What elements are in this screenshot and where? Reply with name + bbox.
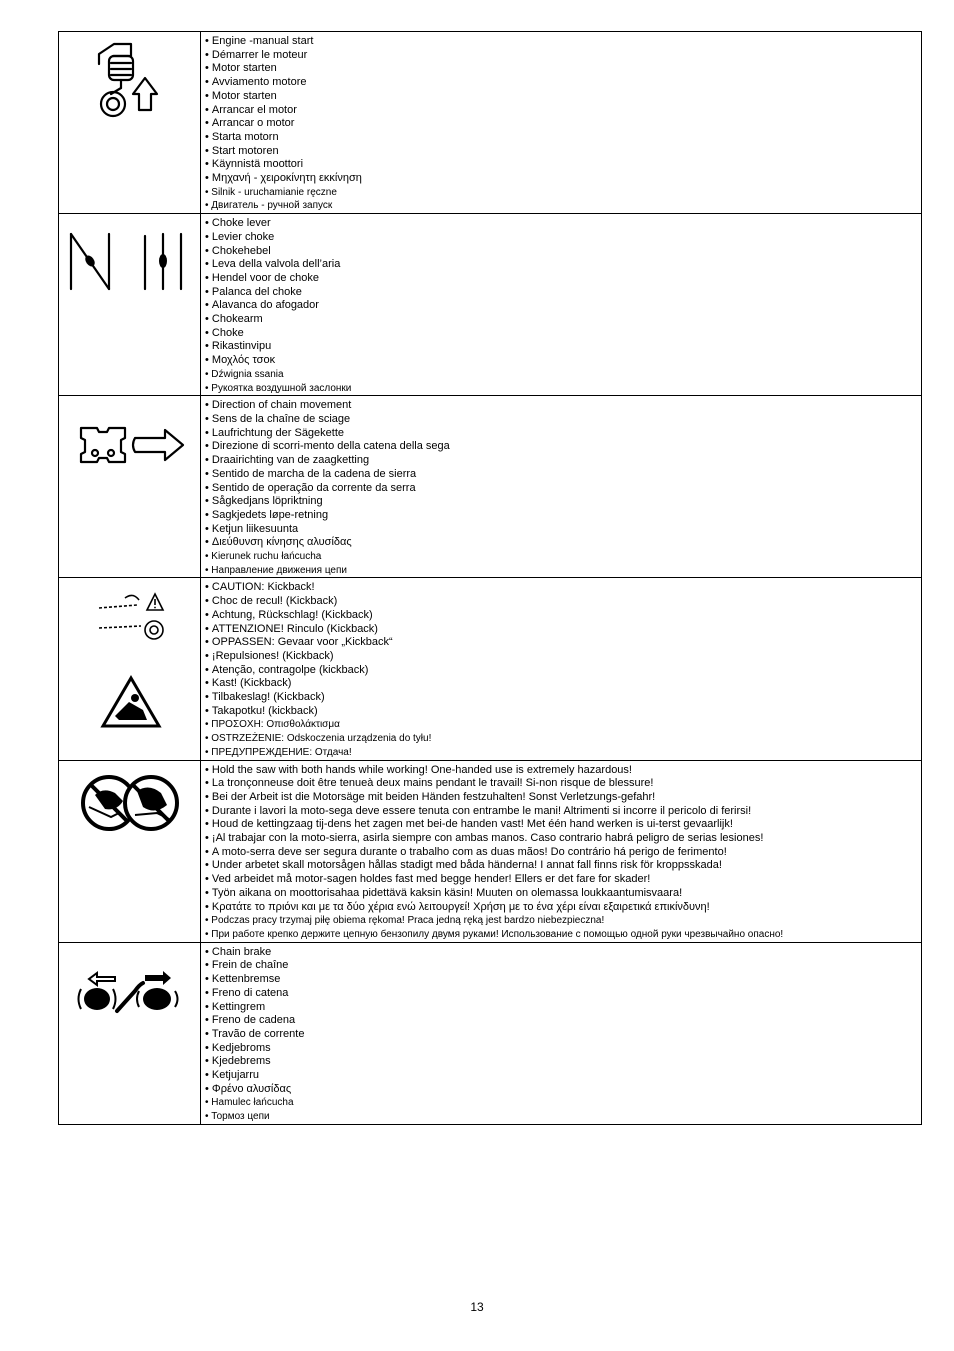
list-item: • Direction of chain movement <box>205 399 917 413</box>
icon-cell <box>59 578 201 760</box>
icon-cell <box>59 214 201 396</box>
list-item: • Двигатель - ручной запуск <box>205 199 917 213</box>
list-item: • Bei der Arbeit ist die Motorsäge mit beiden Händen festzuhalten! Sonst Verletzungs-gefahr! <box>205 791 917 805</box>
list-item: • Arrancar el motor <box>205 104 917 118</box>
translation-list <box>205 399 917 577</box>
translation-list <box>205 35 917 213</box>
page-number: 13 <box>470 1300 484 1314</box>
list-item: • Leva della valvola dell’aria <box>205 258 917 272</box>
list-item: • Freno di catena <box>205 987 917 1001</box>
list-item: • Μηχανή - χειροκίνητη εκκίνηση <box>205 172 917 186</box>
icon-cell <box>59 942 201 1124</box>
list-item: • Takapotku! (kickback) <box>205 705 917 719</box>
list-item: • Travão de corrente <box>205 1028 917 1042</box>
text-cell <box>201 942 922 1124</box>
list-item: • Motor starten <box>205 62 917 76</box>
list-item: • Choke <box>205 327 917 341</box>
list-item: • OSTRZEŻENIE: Odskoczenia urządzenia do tyłu! <box>205 732 917 746</box>
list-item: • Choc de recul! (Kickback) <box>205 595 917 609</box>
list-item: • Φρένο αλυσίδας <box>205 1083 917 1097</box>
list-item: • Under arbetet skall motorsågen hållas stadigt med båda händerna! I annat fall finns risk för kroppsskada! <box>205 859 917 873</box>
table-row <box>59 760 922 942</box>
table-row <box>59 396 922 578</box>
list-item: • Palanca del choke <box>205 286 917 300</box>
list-item: • Tilbakeslag! (Kickback) <box>205 691 917 705</box>
list-item: • Kierunek ruchu łańcucha <box>205 550 917 564</box>
text-cell <box>201 32 922 214</box>
list-item: • Ketjujarru <box>205 1069 917 1083</box>
list-item: • Motor starten <box>205 90 917 104</box>
list-item: • Κρατάτε το πριόνι και με τα δύο χέρια ενώ λειτουργεί! Χρήση με το ένα χέρι είναι εξαιρετικά επικίνδυνη! <box>205 901 917 915</box>
list-item: • Kast! (Kickback) <box>205 677 917 691</box>
text-cell <box>201 760 922 942</box>
list-item: • A moto-serra deve ser segura durante o trabalho com as duas mãos! Do contrário há perigo de ferimento! <box>205 846 917 860</box>
icon-cell <box>59 396 201 578</box>
list-item: • Sagkjedets løpe-retning <box>205 509 917 523</box>
list-item: • Käynnistä moottori <box>205 158 917 172</box>
list-item: • Podczas pracy trzymaj piłę obiema rękoma! Praca jedną ręką jest bardzo niebezpieczna! <box>205 914 917 928</box>
text-cell <box>201 578 922 760</box>
text-cell <box>201 214 922 396</box>
list-item: • Levier choke <box>205 231 917 245</box>
translation-list <box>205 764 917 942</box>
list-item: • Kjedebrems <box>205 1055 917 1069</box>
list-item: • Hamulec łańcucha <box>205 1096 917 1110</box>
list-item: • Chain brake <box>205 946 917 960</box>
translation-list <box>205 946 917 1124</box>
list-item: • CAUTION: Kickback! <box>205 581 917 595</box>
list-item: • Engine -manual start <box>205 35 917 49</box>
list-item: • Chokearm <box>205 313 917 327</box>
list-item: • Durante i lavori la moto-sega deve essere tenuta con entrambe le mani! Altrimenti si incorre il pericolo di ferirsi! <box>205 805 917 819</box>
list-item: • Sens de la chaîne de sciage <box>205 413 917 427</box>
list-item: • Démarrer le moteur <box>205 49 917 63</box>
kickback-warning-icon <box>59 578 200 759</box>
list-item: • Direzione di scorri-mento della catena della sega <box>205 440 917 454</box>
list-item: • Frein de chaîne <box>205 959 917 973</box>
list-item: • Hold the saw with both hands while working! One-handed use is extremely hazardous! <box>205 764 917 778</box>
list-item: • Draairichting van de zaagketting <box>205 454 917 468</box>
list-item: • Start motoren <box>205 145 917 159</box>
list-item: • Arrancar o motor <box>205 117 917 131</box>
icon-cell <box>59 760 201 942</box>
list-item: • Starta motorn <box>205 131 917 145</box>
list-item: • Rikastinvipu <box>205 340 917 354</box>
list-item: • Διεύθυνση κίνησης αλυσίδας <box>205 536 917 550</box>
symbol-table <box>58 31 922 1125</box>
list-item: • Atenção, contragolpe (kickback) <box>205 664 917 678</box>
translation-list <box>205 581 917 759</box>
list-item: • Μοχλός τσοκ <box>205 354 917 368</box>
list-item: • Рукоятка воздушной заслонки <box>205 382 917 396</box>
table-row <box>59 214 922 396</box>
list-item: • Hendel voor de choke <box>205 272 917 286</box>
table-row <box>59 578 922 760</box>
chain-direction-icon <box>59 396 200 577</box>
list-item: • Houd de kettingzaag tij-dens het zagen met bei-de handen vast! Met één hand werken is ui-terst gevaarlijk! <box>205 818 917 832</box>
list-item: • Työn aikana on moottorisahaa pidettävä kaksin käsin! Muuten on olemassa loukkaantumisvaara! <box>205 887 917 901</box>
list-item: • Kedjebroms <box>205 1042 917 1056</box>
list-item: • Ketjun liikesuunta <box>205 523 917 537</box>
list-item: • Silnik - uruchamianie ręczne <box>205 186 917 200</box>
table-row <box>59 942 922 1124</box>
list-item: • Laufrichtung der Sägekette <box>205 427 917 441</box>
icon-cell <box>59 32 201 214</box>
list-item: • Sågkedjans löpriktning <box>205 495 917 509</box>
list-item: • Sentido de operação da corrente da serra <box>205 482 917 496</box>
choke-lever-icon <box>59 214 200 395</box>
list-item: • La tronçonneuse doit être tenueà deux mains pendant le travail! Si-non risque de blessure! <box>205 777 917 791</box>
list-item: • Тормоз цепи <box>205 1110 917 1124</box>
list-item: • Dźwignia ssania <box>205 368 917 382</box>
list-item: • ПРЕДУПРЕЖДЕНИЕ: Отдача! <box>205 746 917 760</box>
list-item: • Chokehebel <box>205 245 917 259</box>
list-item: • Kettenbremse <box>205 973 917 987</box>
no-one-hand-use-icon <box>59 761 200 942</box>
list-item: • Sentido de marcha de la cadena de sierra <box>205 468 917 482</box>
list-item: • Kettingrem <box>205 1001 917 1015</box>
list-item: • Choke lever <box>205 217 917 231</box>
chain-brake-icon <box>59 943 200 1124</box>
manual-start-icon <box>59 32 200 213</box>
list-item: • ¡Al trabajar con la moto-sierra, asirla siempre con ambas manos. Caso contrario habrá peligro de serias lesiones! <box>205 832 917 846</box>
list-item: • Направление движения цепи <box>205 564 917 578</box>
list-item: • ATTENZIONE! Rinculo (Kickback) <box>205 623 917 637</box>
translation-list <box>205 217 917 395</box>
list-item: • При работе крепко держите цепную бензопилу двумя руками! Использование с помощью одной руки чрезвычайно опасно! <box>205 928 917 942</box>
list-item: • ¡Repulsiones! (Kickback) <box>205 650 917 664</box>
table-row <box>59 32 922 214</box>
list-item: • OPPASSEN: Gevaar voor „Kickback“ <box>205 636 917 650</box>
list-item: • Ved arbeidet må motor-sagen holdes fast med begge hender! Ellers er det fare for skader! <box>205 873 917 887</box>
list-item: • Freno de cadena <box>205 1014 917 1028</box>
text-cell <box>201 396 922 578</box>
list-item: • Achtung, Rückschlag! (Kickback) <box>205 609 917 623</box>
list-item: • Alavanca do afogador <box>205 299 917 313</box>
list-item: • Avviamento motore <box>205 76 917 90</box>
list-item: • ΠΡΟΣΟΧΗ: Οπισθολάκτισμα <box>205 718 917 732</box>
